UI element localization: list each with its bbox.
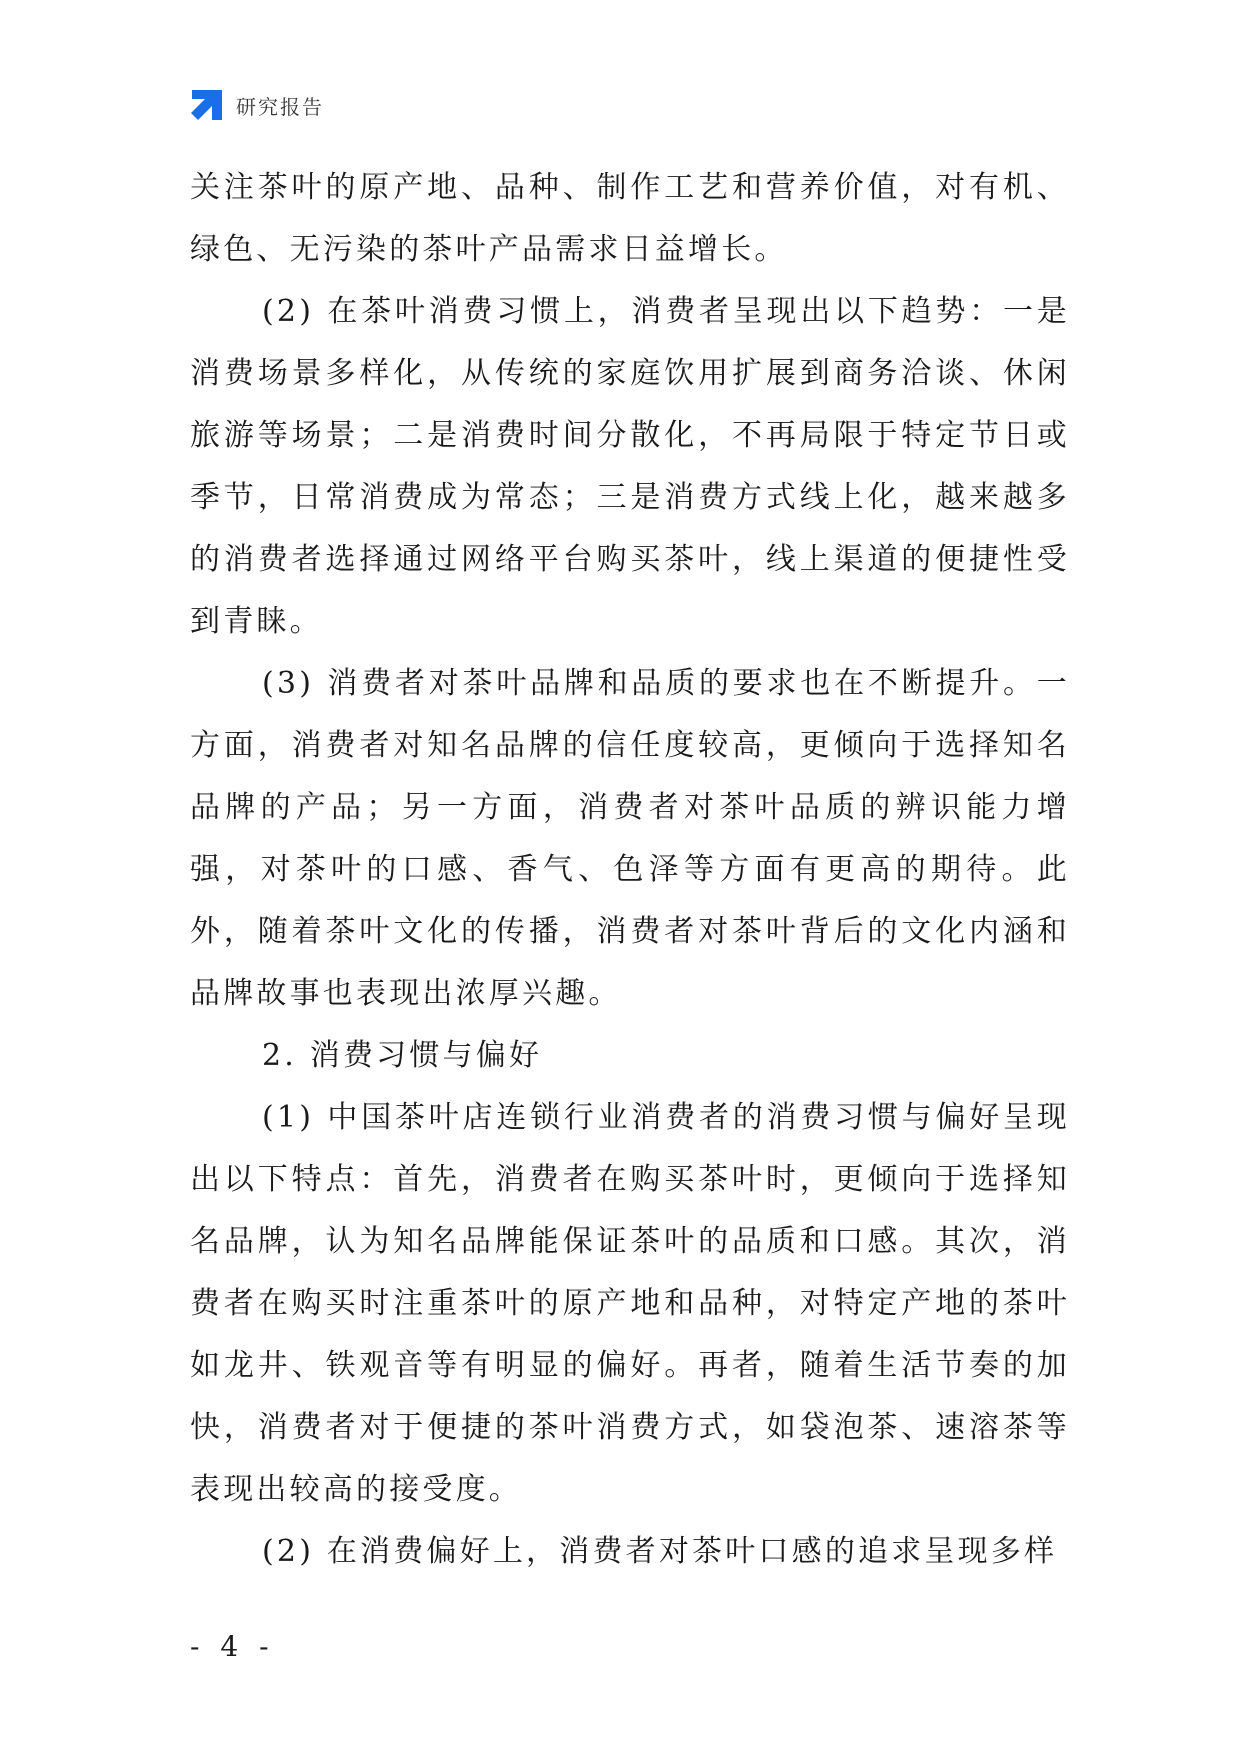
document-body: [190, 157, 1070, 1583]
paragraph-consumption-trends: (2) 在茶叶消费习惯上，消费者呈现出以下趋势：一是消费场景多样化，从传统的家庭饮用扩展到商务洽谈、休闲旅游等场景；二是消费时间分散化，不再局限于特定节日或季节，日常消费成为常态；三是消费方式线上化，越来越多的消费者选择通过网络平台购买茶叶，线上渠道的便捷性受到青睐。: [190, 294, 1070, 639]
header-title: 研究报告: [236, 94, 324, 119]
paragraph-brand-quality: (3) 消费者对茶叶品牌和品质的要求也在不断提升。一方面，消费者对知名品牌的信任度较高，更倾向于选择知名品牌的产品；另一方面，消费者对茶叶品质的辨识能力增强，对茶叶的口感、香气、色泽等方面有更高的期待。此外，随着茶叶文化的传播，消费者对茶叶背后的文化内涵和品牌故事也表现出浓厚兴趣。: [190, 666, 1070, 1011]
paragraph-continued: 关注茶叶的原产地、品种、制作工艺和营养价值，对有机、绿色、无污染的茶叶产品需求日益增长。: [190, 170, 1070, 267]
arrow-up-right-icon: [190, 88, 224, 122]
section-heading: 2. 消费习惯与偏好: [262, 1038, 543, 1073]
paragraph-preferences: (2) 在消费偏好上，消费者对茶叶口感的追求呈现多样: [262, 1534, 1058, 1569]
page-number: - 4 -: [190, 1630, 275, 1663]
report-header: [190, 88, 324, 122]
paragraph-habits-features: (1) 中国茶叶店连锁行业消费者的消费习惯与偏好呈现出以下特点：首先，消费者在购买茶叶时，更倾向于选择知名品牌，认为知名品牌能保证茶叶的品质和口感。其次，消费者在购买时注重茶叶的原产地和品种，对特定产地的茶叶如龙井、铁观音等有明显的偏好。再者，随着生活节奏的加快，消费者对于便捷的茶叶消费方式，如袋泡茶、速溶茶等表现出较高的接受度。: [190, 1100, 1070, 1507]
